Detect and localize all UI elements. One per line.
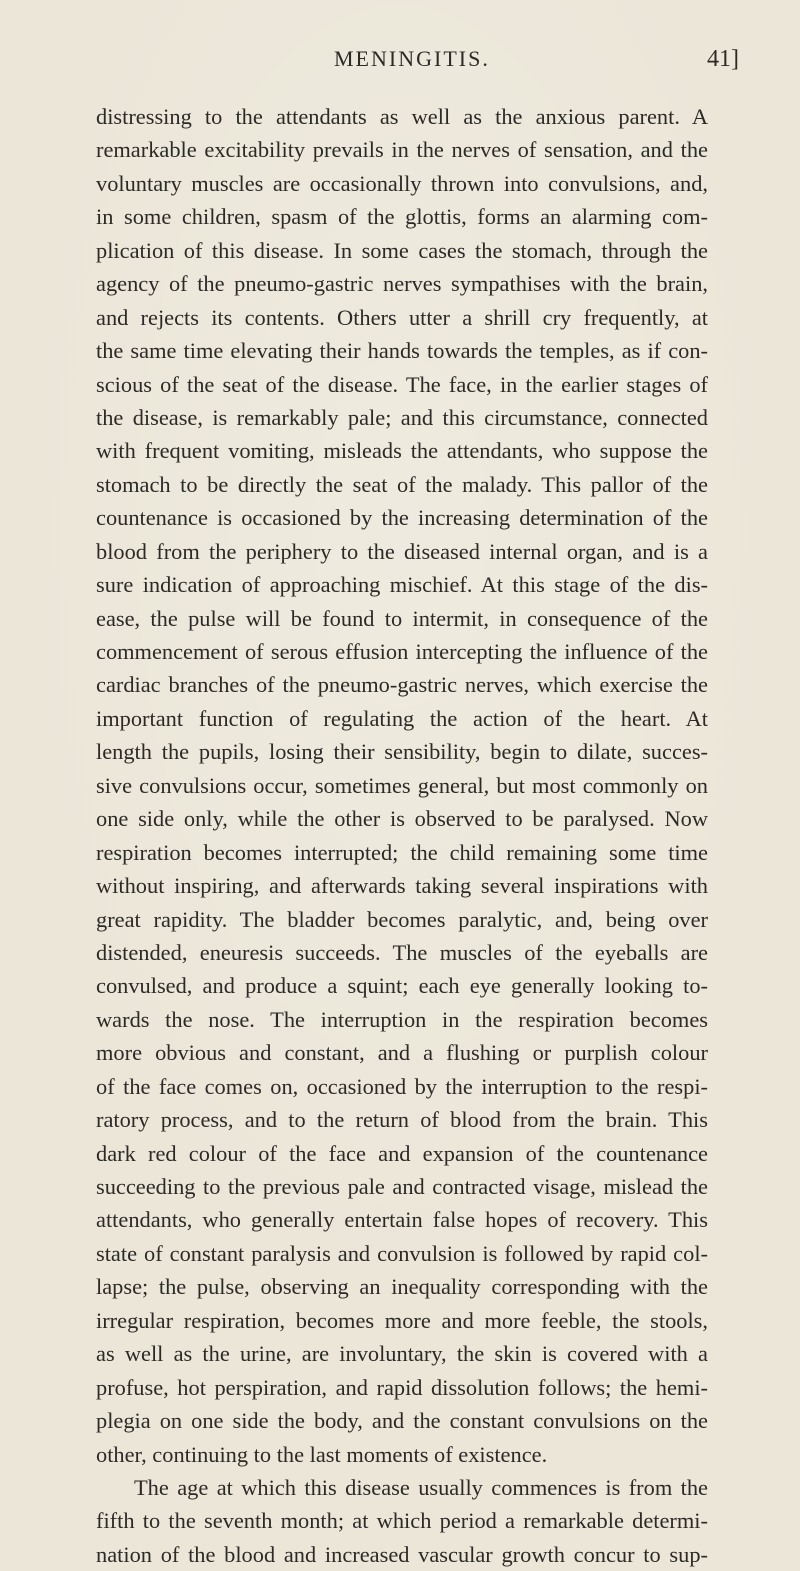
text-line: profuse, hot perspiration, and rapid dissolution follows; the hemi- bbox=[96, 1374, 708, 1400]
text-line: and rejects its contents. Others utter a shrill cry frequently, at bbox=[96, 304, 708, 330]
text-line: respiration becomes interrupted; the child remaining some time bbox=[96, 839, 708, 865]
text-line: more obvious and constant, and a flushing or purplish colour bbox=[96, 1040, 708, 1066]
text-line: stomach to be directly the seat of the malady. This pallor of the bbox=[96, 471, 708, 497]
text-line: lapse; the pulse, observing an inequality corresponding with the bbox=[96, 1274, 708, 1300]
text-line: with frequent vomiting, misleads the attendants, who suppose the bbox=[96, 438, 708, 464]
text-line: fifth to the seventh month; at which period a remarkable determi- bbox=[96, 1508, 708, 1534]
text-line: great rapidity. The bladder becomes paralytic, and, being over bbox=[96, 906, 708, 932]
running-title: MENINGITIS. bbox=[334, 46, 490, 71]
text-line: scious of the seat of the disease. The face, in the earlier stages of bbox=[96, 371, 708, 397]
text-line: voluntary muscles are occasionally thrown into convulsions, and, bbox=[96, 170, 708, 196]
text-line: commencement of serous effusion intercepting the influence of the bbox=[96, 639, 708, 664]
text-line: other, continuing to the last moments of existence. bbox=[96, 1441, 548, 1467]
text-line: important function of regulating the action of the heart. At bbox=[96, 705, 708, 731]
text-line: without inspiring, and afterwards taking several inspirations with bbox=[96, 873, 708, 899]
text-line: ratory process, and to the return of blood from the brain. This bbox=[96, 1107, 708, 1133]
text-line: the disease, is remarkably pale; and this circumstance, connected bbox=[96, 404, 708, 430]
text-line: ease, the pulse will be found to intermit, in consequence of the bbox=[96, 605, 708, 631]
text-line: attendants, who generally entertain false hopes of recovery. This bbox=[96, 1207, 708, 1233]
body-text bbox=[96, 100, 708, 1571]
text-line: distended, eneuresis succeeds. The muscles of the eyeballs are bbox=[96, 939, 708, 965]
text-line: the same time elevating their hands towards the temples, as if con- bbox=[96, 338, 708, 364]
text-line: length the pupils, losing their sensibility, begin to dilate, succes- bbox=[96, 739, 708, 765]
text-line: blood from the periphery to the diseased internal organ, and is a bbox=[96, 538, 708, 564]
page-header bbox=[0, 44, 800, 84]
text-line: one side only, while the other is observed to be paralysed. Now bbox=[96, 806, 708, 832]
text-line: as well as the urine, are involuntary, the skin is covered with a bbox=[96, 1341, 708, 1367]
text-line: plication of this disease. In some cases the stomach, through the bbox=[96, 237, 708, 263]
text-line: sive convulsions occur, sometimes general, but most commonly on bbox=[96, 772, 708, 798]
text-line: of the face comes on, occasioned by the interruption to the respi- bbox=[96, 1073, 708, 1099]
text-line: countenance is occasioned by the increasing determination of the bbox=[96, 505, 708, 531]
text-line: irregular respiration, becomes more and more feeble, the stools, bbox=[96, 1307, 708, 1333]
text-line: plegia on one side the body, and the constant convulsions on the bbox=[96, 1408, 708, 1434]
text-line: wards the nose. The interruption in the respiration becomes bbox=[96, 1006, 708, 1032]
page-number: 41] bbox=[707, 46, 739, 72]
text-line: remarkable excitability prevails in the nerves of sensation, and the bbox=[96, 137, 708, 163]
text-line: succeeding to the previous pale and contracted visage, mislead the bbox=[96, 1174, 708, 1199]
text-line: The age at which this disease usually commences is from the bbox=[134, 1474, 708, 1500]
text-line: state of constant paralysis and convulsion is followed by rapid col- bbox=[96, 1240, 708, 1266]
text-line: sure indication of approaching mischief. At this stage of the dis- bbox=[96, 572, 708, 598]
text-line: agency of the pneumo-gastric nerves sympathises with the brain, bbox=[96, 271, 708, 297]
text-line: cardiac branches of the pneumo-gastric nerves, which exercise the bbox=[96, 672, 708, 698]
text-line: nation of the blood and increased vascular growth concur to sup- bbox=[96, 1541, 708, 1567]
text-line: dark red colour of the face and expansion of the countenance bbox=[96, 1140, 708, 1166]
text-line: distressing to the attendants as well as the anxious parent. A bbox=[96, 104, 708, 129]
text-line: in some children, spasm of the glottis, forms an alarming com- bbox=[96, 204, 708, 230]
text-line: convulsed, and produce a squint; each eye generally looking to- bbox=[96, 973, 708, 999]
